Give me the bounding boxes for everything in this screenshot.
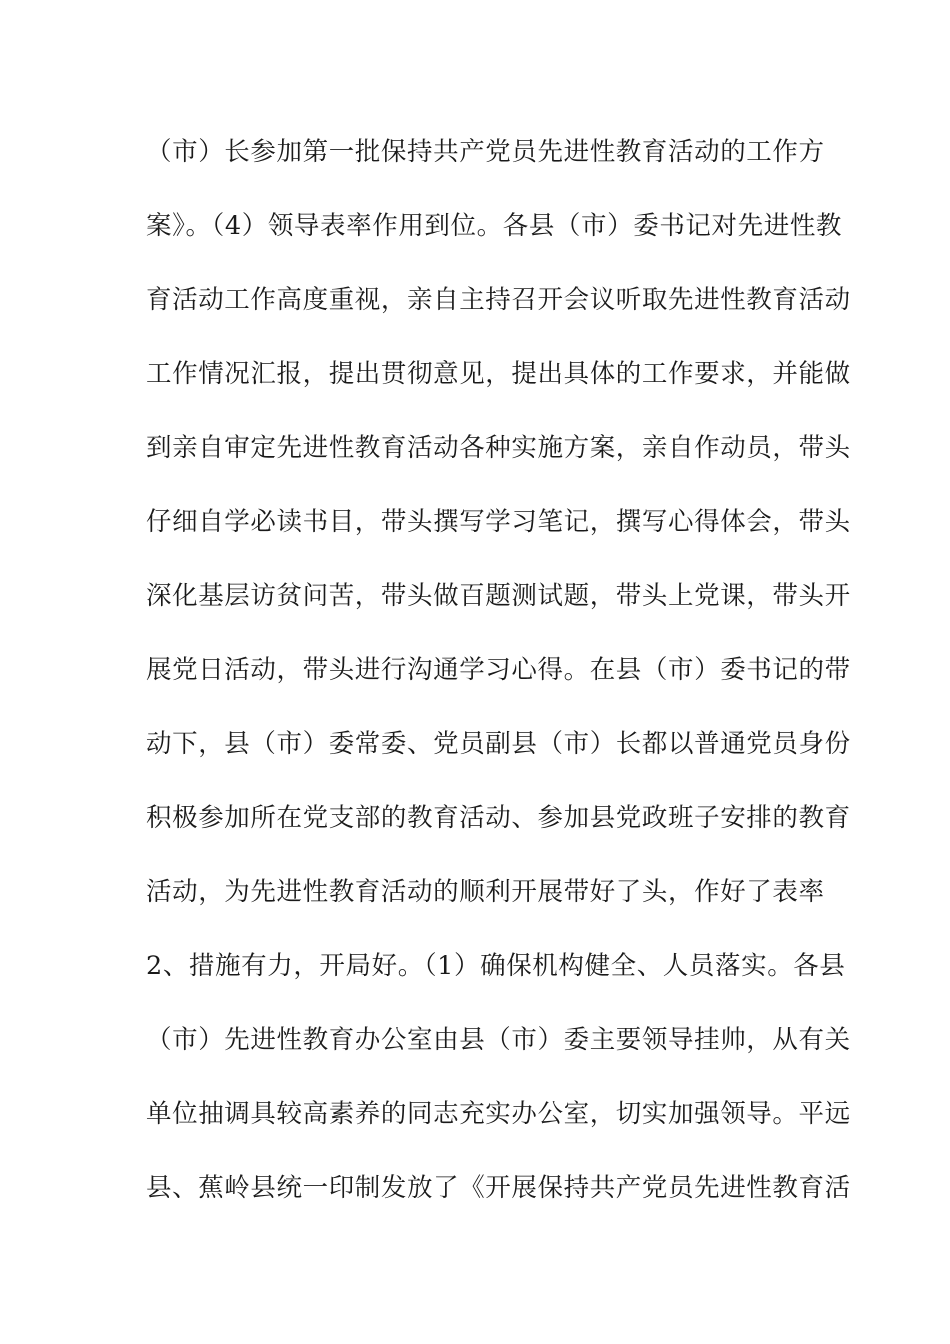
text-line: 仔细自学必读书目，带头撰写学习笔记，撰写心得体会，带头 [146,507,851,537]
text-line: 到亲自审定先进性教育活动各种实施方案，亲自作动员，带头 [146,433,851,463]
text-line: 育活动工作高度重视，亲自主持召开会议听取先进性教育活动 [146,285,851,315]
text-line: 深化基层访贫问苦，带头做百题测试题，带头上党课，带头开 [146,581,851,611]
text-line: 县、蕉岭县统一印制发放了《开展保持共产党员先进性教育活 [146,1173,851,1203]
text-line: （市）先进性教育办公室由县（市）委主要领导挂帅，从有关 [146,1025,851,1055]
text-line: 活动，为先进性教育活动的顺利开展带好了头，作好了表率 [146,877,825,907]
body-text [146,132,851,1242]
text-line: 单位抽调具较高素养的同志充实办公室，切实加强领导。平远 [146,1099,851,1129]
text-line: 2、措施有力，开局好。（1）确保机构健全、人员落实。各县 [146,951,846,981]
text-line: 积极参加所在党支部的教育活动、参加县党政班子安排的教育 [146,803,851,833]
text-line: 案》。（4）领导表率作用到位。各县（市）委书记对先进性教 [146,211,843,241]
text-line: 展党日活动，带头进行沟通学习心得。在县（市）委书记的带 [146,655,851,685]
text-line: 动下，县（市）委常委、党员副县（市）长都以普通党员身份 [146,729,851,759]
text-line: （市）长参加第一批保持共产党员先进性教育活动的工作方 [146,137,825,167]
text-line: 工作情况汇报，提出贯彻意见，提出具体的工作要求，并能做 [146,359,851,389]
